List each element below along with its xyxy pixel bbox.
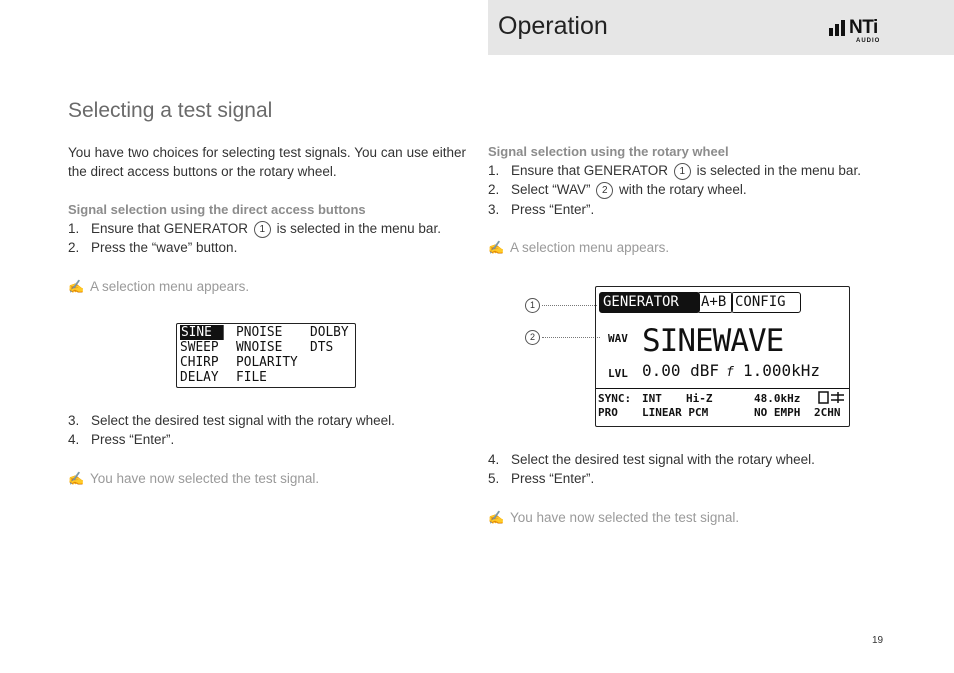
callout-leader-2	[542, 337, 600, 338]
sync-status-icon	[818, 391, 846, 405]
subhead-direct-access: Signal selection using the direct access buttons	[68, 202, 366, 217]
step-item: 1. Ensure that GENERATOR 1 is selected in the menu bar.	[488, 163, 861, 178]
tab-generator: GENERATOR	[599, 292, 700, 313]
header-band	[488, 0, 954, 55]
sync-source: INT	[642, 392, 662, 405]
menu-item-dolby: DOLBY	[310, 324, 349, 340]
step-item: 5. Press “Enter”.	[488, 471, 595, 487]
subhead-rotary-wheel: Signal selection using the rotary wheel	[488, 144, 729, 159]
step-item: 1. Ensure that GENERATOR 1 is selected in the menu bar.	[68, 221, 441, 236]
waveform-name: SINEWAVE	[642, 323, 784, 359]
callout-circle: 1	[254, 221, 271, 238]
tab-config: CONFIG	[731, 292, 801, 313]
logo-text: NTi	[849, 17, 878, 38]
pointing-hand-icon: ✍	[68, 279, 85, 294]
generator-display	[595, 286, 850, 427]
step-item: 2. Select “WAV” 2 with the rotary wheel.	[488, 182, 747, 198]
sync-label: SYNC:	[598, 392, 632, 405]
menu-item-sweep: SWEEP	[180, 339, 219, 355]
level-value: 0.00 dBF	[642, 361, 720, 380]
nti-audio-logo	[829, 18, 889, 44]
section-title: Selecting a test signal	[68, 99, 273, 122]
frequency-value: 1.000kHz	[743, 361, 821, 380]
page-number: 19	[872, 635, 884, 646]
menu-item-polarity: POLARITY	[236, 354, 298, 370]
signal-bars-icon	[829, 18, 847, 38]
callout-circle: 2	[596, 182, 613, 199]
emphasis: NO EMPH	[754, 406, 801, 419]
result-note: ✍ A selection menu appears.	[488, 240, 670, 255]
pointing-hand-icon: ✍	[488, 240, 505, 255]
callout-leader-1	[542, 305, 597, 306]
step-item: 2. Press the “wave” button.	[68, 240, 238, 256]
pcm-format: LINEAR PCM	[642, 406, 709, 419]
step-item: 3. Press “Enter”.	[488, 201, 595, 217]
frequency-symbol: f	[726, 365, 734, 380]
step-item: 3. Select the desired test signal with the rotary wheel.	[68, 413, 395, 428]
steps-rotary-a	[488, 161, 861, 219]
menu-item-dts: DTS	[310, 339, 334, 355]
steps-rotary-b	[488, 450, 815, 489]
callout-2: 2	[525, 330, 540, 345]
steps-direct-a	[68, 219, 441, 258]
pointing-hand-icon: ✍	[68, 471, 85, 486]
sample-rate: 48.0kHz	[754, 392, 801, 405]
menu-item-chirp: CHIRP	[180, 354, 219, 370]
display-divider	[596, 388, 849, 389]
pro-label: PRO	[598, 406, 618, 419]
intro-paragraph: You have two choices for selecting test signals. You can use either the direct access buttons or the rotary wheel.	[68, 145, 466, 179]
wav-label: WAV	[608, 332, 628, 345]
menu-item-file: FILE	[236, 369, 267, 385]
step-item: 4. Select the desired test signal with the rotary wheel.	[488, 452, 815, 467]
callout-1: 1	[525, 298, 540, 313]
steps-direct-b	[68, 411, 395, 450]
menu-item-wnoise: WNOISE	[236, 339, 283, 355]
lvl-label: LVL	[608, 367, 628, 380]
menu-item-sine: SINE	[180, 325, 223, 340]
impedance: Hi-Z	[686, 392, 713, 405]
page-header-title: Operation	[498, 12, 608, 40]
result-note: ✍ You have now selected the test signal.	[488, 510, 740, 525]
logo-subtext: AUDIO	[856, 38, 881, 44]
channels: 2CHN	[814, 406, 841, 419]
tab-a-plus-b: A+B	[697, 292, 733, 313]
callout-circle: 1	[674, 163, 691, 180]
menu-item-delay: DELAY	[180, 369, 219, 385]
result-note: ✍ A selection menu appears.	[68, 279, 250, 294]
step-item: 4. Press “Enter”.	[68, 432, 175, 448]
result-note: ✍ You have now selected the test signal.	[68, 471, 320, 486]
signal-selection-menu-display	[176, 323, 356, 388]
pointing-hand-icon: ✍	[488, 510, 505, 525]
menu-item-pnoise: PNOISE	[236, 324, 283, 340]
